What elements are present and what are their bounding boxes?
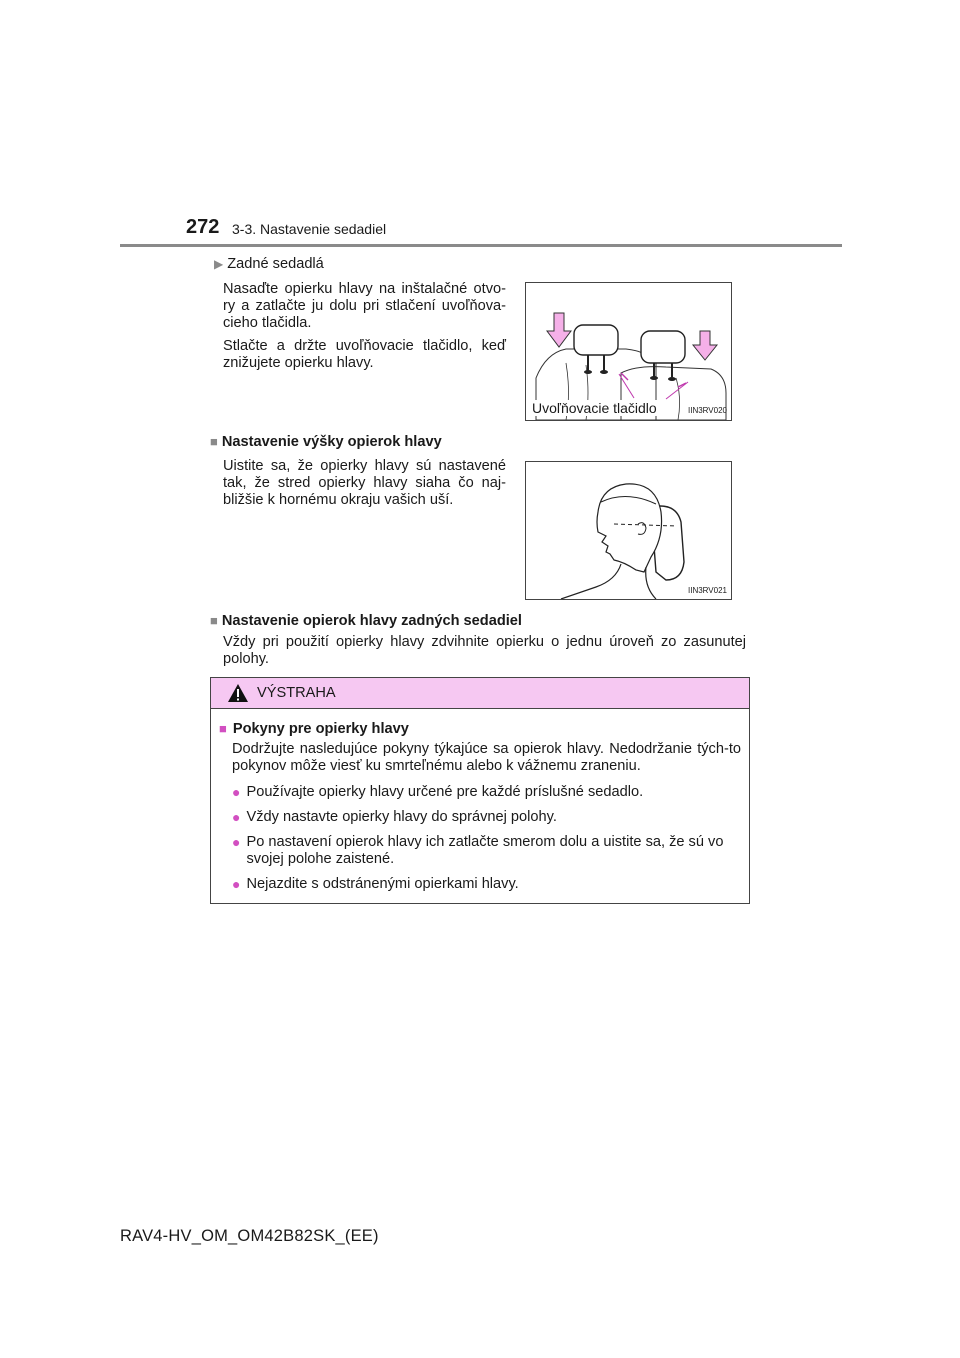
- rear-seats-heading: ▶ Zadné sedadlá: [214, 256, 324, 272]
- warning-title: VÝSTRAHA: [257, 685, 336, 701]
- figure-code: IIN3RV020: [688, 406, 727, 415]
- warning-heading: ■ Pokyny pre opierky hlavy: [219, 721, 409, 737]
- square-bullet-icon: ■: [210, 434, 218, 449]
- rear-adjust-para: Vždy pri použití opierky hlavy zdvihnite opierku o jednu úroveň zo zasunutej polohy.: [223, 634, 746, 667]
- list-item: ● Používajte opierky hlavy určené pre každé príslušné sedadlo.: [232, 784, 644, 800]
- height-adjust-para: Uistite sa, že opierky hlavy sú nastavené tak, že stred opierky hlavy siaha čo naj-bližšie k hornému okraju vašich uší.: [223, 458, 506, 508]
- page-number: 272: [186, 216, 220, 238]
- circle-bullet-icon: ●: [232, 809, 241, 825]
- figure-code: IIN3RV021: [688, 586, 727, 595]
- head-profile-illustration: [526, 462, 731, 599]
- height-adjust-heading: ■ Nastavenie výšky opierok hlavy: [210, 434, 442, 450]
- triangle-bullet-icon: ▶: [214, 257, 224, 271]
- header-rule: [120, 244, 842, 247]
- circle-bullet-icon: ●: [232, 834, 241, 850]
- rear-seats-para2: Stlačte a držte uvoľňovacie tlačidlo, keď znižujete opierku hlavy.: [223, 338, 506, 371]
- circle-bullet-icon: ●: [232, 876, 241, 892]
- warning-intro: Dodržujte nasledujúce pokyny týkajúce sa opierok hlavy. Nedodržanie tých-to pokynov môže viesť ku smrteľnému alebo k vážnemu zraneniu.: [232, 741, 741, 774]
- release-button-label: Uvoľňovacie tlačidlo: [532, 400, 657, 416]
- list-item: ● Nejazdite s odstránenými opierkami hlavy.: [232, 876, 519, 892]
- warning-header: [211, 678, 749, 709]
- rear-seats-para1: Nasaďte opierku hlavy na inštalačné otvo-ry a zatlačte ju dolu pri stlačení uvoľňova-cieho tlačidla.: [223, 281, 506, 331]
- warning-icon: [227, 683, 249, 703]
- list-item: ● Vždy nastavte opierky hlavy do správnej polohy.: [232, 809, 557, 825]
- square-bullet-icon: ■: [210, 613, 218, 628]
- warning-box: [210, 677, 750, 904]
- square-bullet-icon: ■: [219, 721, 227, 736]
- section-title: 3-3. Nastavenie sedadiel: [232, 221, 387, 237]
- document-code: RAV4-HV_OM_OM42B82SK_(EE): [120, 1227, 379, 1245]
- figure-rear-headrests: [525, 282, 732, 421]
- figure-headrest-height: [525, 461, 732, 600]
- rear-adjust-heading: ■ Nastavenie opierok hlavy zadných sedadiel: [210, 613, 522, 629]
- circle-bullet-icon: ●: [232, 784, 241, 800]
- list-item: ● Po nastavení opierok hlavy ich zatlačte smerom dolu a uistite sa, že sú vo svojej polohe zaistené.: [232, 834, 724, 867]
